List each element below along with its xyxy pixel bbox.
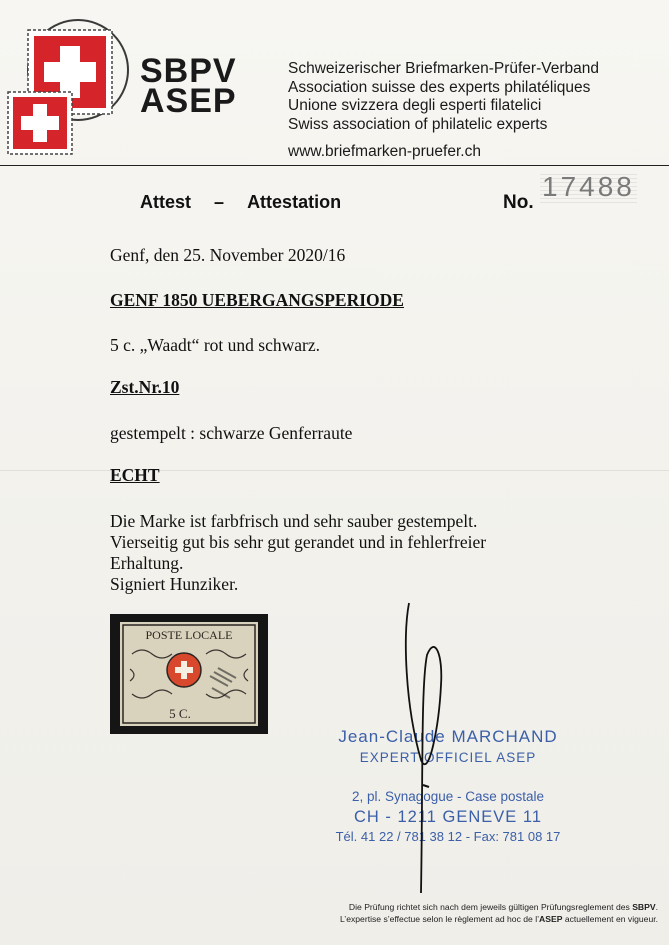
number-label: No. bbox=[503, 192, 534, 213]
stamp-inscription-top: POSTE LOCALE bbox=[145, 628, 233, 642]
condition-line: Vierseitig gut bis sehr gut gerandet und in fehlerfreier bbox=[110, 532, 487, 552]
expert-title: EXPERT OFFICIEL ASEP bbox=[359, 750, 537, 765]
attest-title bbox=[140, 192, 380, 213]
website-link[interactable]: www.briefmarken-pruefer.ch bbox=[288, 143, 481, 160]
stamp-image bbox=[110, 614, 268, 734]
condition-text bbox=[110, 511, 486, 595]
expert-address: 2, pl. Synagogue - Case postale bbox=[351, 789, 545, 804]
footer-line-fr: L’expertise s’effectue selon le règlement ad hoc de l’ASEP actuellement en vigueur. bbox=[339, 914, 658, 924]
expert-name: Jean-Claude MARCHAND bbox=[338, 727, 558, 746]
association-name-en: Swiss association of philatelic experts bbox=[288, 115, 548, 133]
stamp-description: 5 c. „Waadt“ rot und schwarz. bbox=[110, 335, 320, 355]
association-name-de: Schweizerischer Briefmarken-Prüfer-Verband bbox=[288, 60, 599, 77]
cancellation-note: gestempelt : schwarze Genferraute bbox=[110, 423, 353, 443]
certificate-number: 17488 bbox=[542, 171, 635, 202]
logo-word-asep: ASEP bbox=[140, 82, 237, 120]
fold-line bbox=[0, 470, 669, 471]
condition-line: Signiert Hunziker. bbox=[110, 574, 239, 594]
attestation-label: Attestation bbox=[247, 192, 342, 212]
catalog-number: Zst.Nr.10 bbox=[110, 377, 180, 397]
footer-notice bbox=[228, 901, 658, 925]
stamp-inscription-bottom: 5 C. bbox=[169, 706, 191, 721]
logo-word-sbpv: SBPV bbox=[140, 52, 237, 90]
association-name-fr: Association suisse des experts philatéliques bbox=[288, 78, 591, 96]
condition-line: Erhaltung. bbox=[110, 553, 184, 573]
title-dash: – bbox=[214, 192, 225, 212]
stamp-photo bbox=[110, 614, 268, 734]
attest-label: Attest bbox=[140, 192, 192, 212]
header-divider bbox=[0, 165, 669, 166]
logo-wordmark bbox=[140, 52, 290, 120]
expert-phone: Tél. 41 22 / 781 38 12 - Fax: 781 08 17 bbox=[335, 829, 561, 844]
expert-city: CH - 1211 GENEVE 11 bbox=[353, 808, 543, 826]
verdict: ECHT bbox=[110, 465, 160, 485]
handwritten-signature bbox=[395, 595, 455, 895]
place-date: Genf, den 25. November 2020/16 bbox=[110, 245, 346, 265]
footer-line-de: Die Prüfung richtet sich nach dem jeweils gültigen Prüfungsreglement des SBPV. bbox=[348, 902, 658, 912]
swiss-cross-logo bbox=[6, 18, 136, 158]
subject-heading: GENF 1850 UEBERGANGSPERIODE bbox=[110, 290, 404, 310]
condition-line: Die Marke ist farbfrisch und sehr sauber gestempelt. bbox=[110, 511, 478, 531]
association-name-it: Unione svizzera degli esperti filatelici bbox=[288, 97, 542, 114]
association-names bbox=[288, 60, 658, 134]
